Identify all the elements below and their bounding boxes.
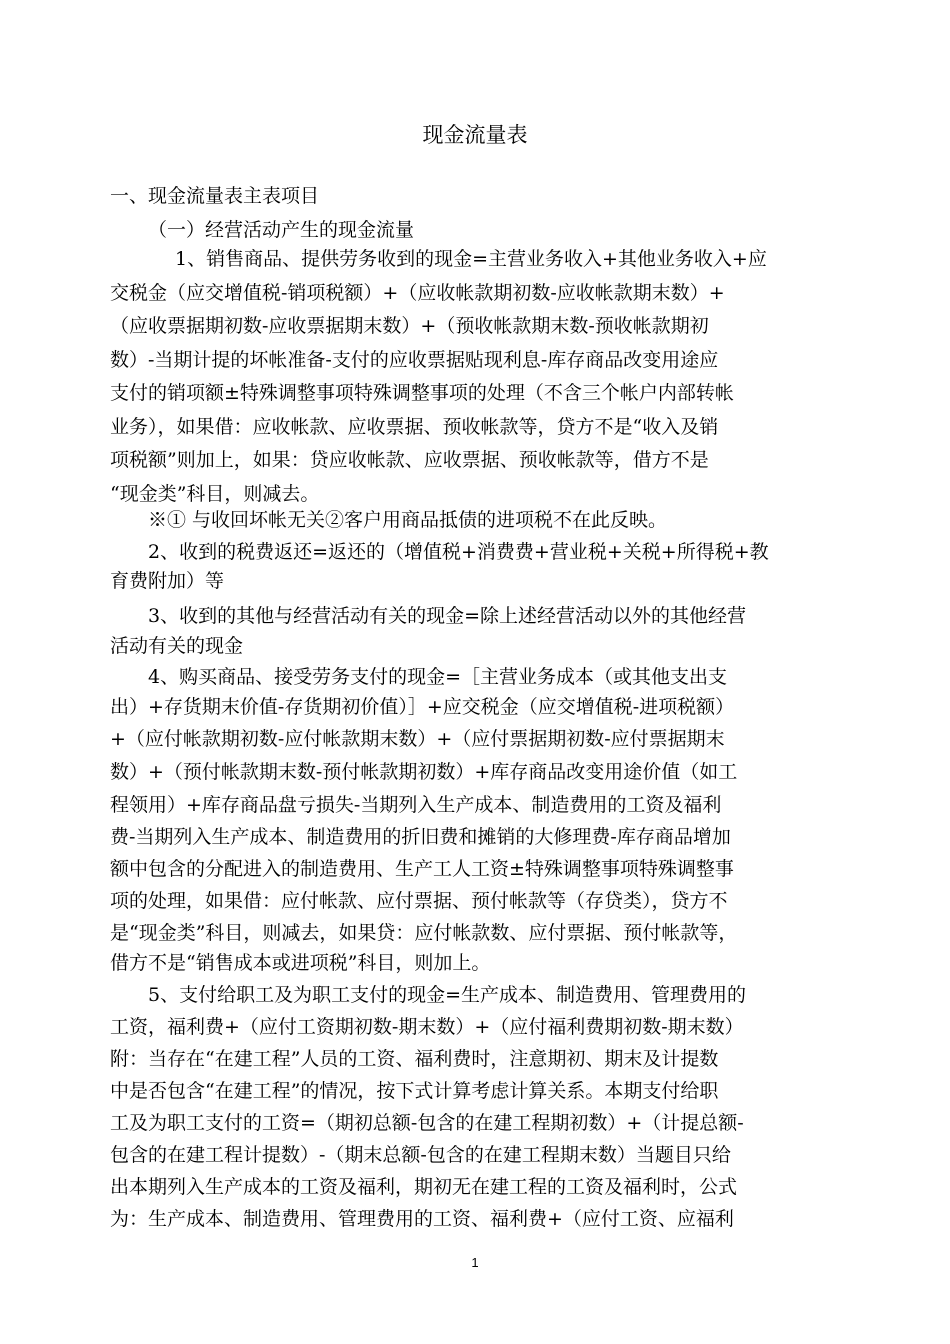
paragraph-line: +（应付帐款期初数-应付帐款期末数）+（应付票据期初数-应付票据期末 xyxy=(110,728,725,750)
paragraph-line: 交税金（应交增值税-销项税额）+（应收帐款期初数-应收帐款期末数）+ xyxy=(110,282,725,304)
paragraph-line: 育费附加）等 xyxy=(110,570,225,592)
paragraph-line: 项税额”则加上，如果：贷应收帐款、应收票据、预收帐款等，借方不是 xyxy=(110,449,709,471)
subsection-heading: （一）经营活动产生的现金流量 xyxy=(148,219,415,241)
paragraph-line: 4、购买商品、接受劳务支付的现金=［主营业务成本（或其他支出支 xyxy=(148,666,728,688)
paragraph-line: 2、收到的税费返还=返还的（增值税+消费费+营业税+关税+所得税+教 xyxy=(148,541,769,563)
paragraph-line: 是“现金类”科目，则减去，如果贷：应付帐款数、应付票据、预付帐款等， xyxy=(110,922,738,944)
paragraph-line: （应收票据期初数-应收票据期末数）+（预收帐款期末数-预收帐款期初 xyxy=(110,315,709,337)
paragraph-line: 额中包含的分配进入的制造费用、生产工人工资±特殊调整事项特殊调整事 xyxy=(110,858,734,880)
section-heading: 一、现金流量表主表项目 xyxy=(110,185,320,207)
paragraph-line: 出）+存货期末价值-存货期初价值）］+应交税金（应交增值税-进项税额） xyxy=(110,696,735,718)
paragraph-line: 工资，福利费+（应付工资期初数-期末数）+（应付福利费期初数-期末数） xyxy=(110,1016,744,1038)
paragraph-line: 出本期列入生产成本的工资及福利，期初无在建工程的工资及福利时，公式 xyxy=(110,1176,738,1198)
paragraph-line: 1、销售商品、提供劳务收到的现金=主营业务收入+其他业务收入+应 xyxy=(175,248,767,270)
paragraph-line: 3、收到的其他与经营活动有关的现金=除上述经营活动以外的其他经营 xyxy=(148,605,747,627)
paragraph-line: 中是否包含“在建工程”的情况，按下式计算考虑计算关系。本期支付给职 xyxy=(110,1080,719,1102)
document-title: 现金流量表 xyxy=(422,123,528,147)
page-number: 1 xyxy=(471,1255,479,1270)
paragraph-line: 附：当存在“在建工程”人员的工资、福利费时，注意期初、期末及计提数 xyxy=(110,1048,719,1070)
paragraph-line: “现金类”科目，则减去。 xyxy=(110,483,320,505)
note-line: ※① 与收回坏帐无关②客户用商品抵债的进项税不在此反映。 xyxy=(148,509,668,531)
paragraph-line: 费-当期列入生产成本、制造费用的折旧费和摊销的大修理费-库存商品增加 xyxy=(110,826,731,848)
paragraph-line: 数）-当期计提的坏帐准备-支付的应收票据贴现利息-库存商品改变用途应 xyxy=(110,349,719,371)
paragraph-line: 程领用）+库存商品盘亏损失-当期列入生产成本、制造费用的工资及福利 xyxy=(110,794,722,816)
paragraph-line: 为：生产成本、制造费用、管理费用的工资、福利费+（应付工资、应福利 xyxy=(110,1208,734,1230)
paragraph-line: 借方不是“销售成本或进项税”科目，则加上。 xyxy=(110,952,491,974)
paragraph-line: 项的处理，如果借：应付帐款、应付票据、预付帐款等（存贷类），贷方不 xyxy=(110,890,728,912)
paragraph-line: 5、支付给职工及为职工支付的现金=生产成本、制造费用、管理费用的 xyxy=(148,984,747,1006)
paragraph-line: 支付的销项额±特殊调整事项特殊调整事项的处理（不含三个帐户内部转帐 xyxy=(110,382,734,404)
paragraph-line: 工及为职工支付的工资=（期初总额-包含的在建工程期初数）+（计提总额- xyxy=(110,1112,744,1134)
paragraph-line: 包含的在建工程计提数）-（期末总额-包含的在建工程期末数）当题目只给 xyxy=(110,1144,731,1166)
paragraph-line: 业务），如果借：应收帐款、应收票据、预收帐款等，贷方不是“收入及销 xyxy=(110,416,719,438)
paragraph-line: 数）+（预付帐款期末数-预付帐款期初数）+库存商品改变用途价值（如工 xyxy=(110,761,738,783)
paragraph-line: 活动有关的现金 xyxy=(110,635,244,657)
